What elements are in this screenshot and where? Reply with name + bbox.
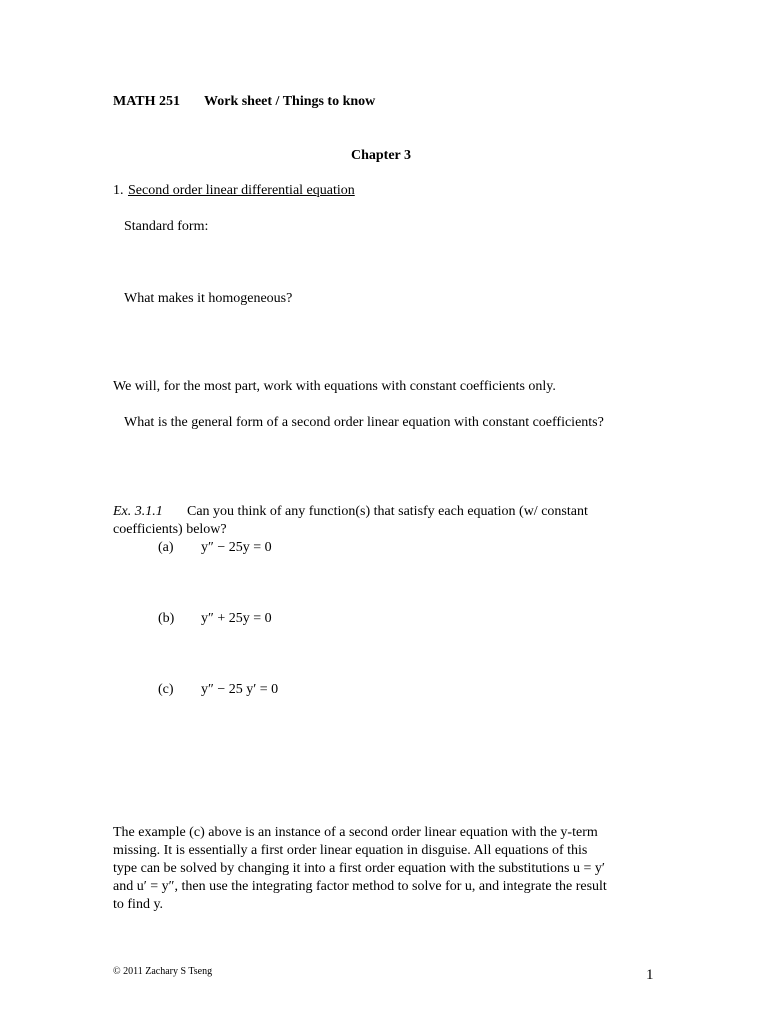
section-number: 1. <box>113 183 124 198</box>
general-form-question: What is the general form of a second order linear equation with constant coefficients? <box>124 415 604 430</box>
section-heading: Second order linear differential equation <box>128 183 355 198</box>
example-item-label-c: (c) <box>158 682 174 697</box>
closing-line-4: and u′ = y″, then use the integrating factor method to solve for u, and integrate the result <box>113 879 607 894</box>
example-text-line2: coefficients) below? <box>113 522 227 537</box>
constant-coefficients-note: We will, for the most part, work with equations with constant coefficients only. <box>113 379 556 394</box>
closing-line-5: to find y. <box>113 897 164 912</box>
chapter-heading: Chapter 3 <box>351 148 412 163</box>
example-equation-b: y″ + 25y = 0 <box>201 611 272 626</box>
closing-line-3: type can be solved by changing it into a first order equation with the substitutions u = y′ <box>113 861 605 876</box>
example-item-label-a: (a) <box>158 540 174 555</box>
standard-form-prompt: Standard form: <box>124 219 209 234</box>
example-equation-c: y″ − 25 y′ = 0 <box>201 682 279 697</box>
example-label: Ex. 3.1.1 <box>113 504 163 519</box>
page-number: 1 <box>646 967 654 983</box>
copyright-notice: © 2011 Zachary S Tseng <box>113 966 213 977</box>
homogeneous-question: What makes it homogeneous? <box>124 291 293 306</box>
closing-line-1: The example (c) above is an instance of a second order linear equation with the y-term <box>113 825 598 840</box>
example-item-label-b: (b) <box>158 611 175 626</box>
course-code: MATH 251 <box>113 94 181 109</box>
document-title: Work sheet / Things to know <box>204 94 376 109</box>
closing-line-2: missing. It is essentially a first order linear equation in disguise. All equations of this <box>113 843 588 858</box>
example-equation-a: y″ − 25y = 0 <box>201 540 272 555</box>
example-text-line1: Can you think of any function(s) that satisfy each equation (w/ constant <box>187 504 588 519</box>
